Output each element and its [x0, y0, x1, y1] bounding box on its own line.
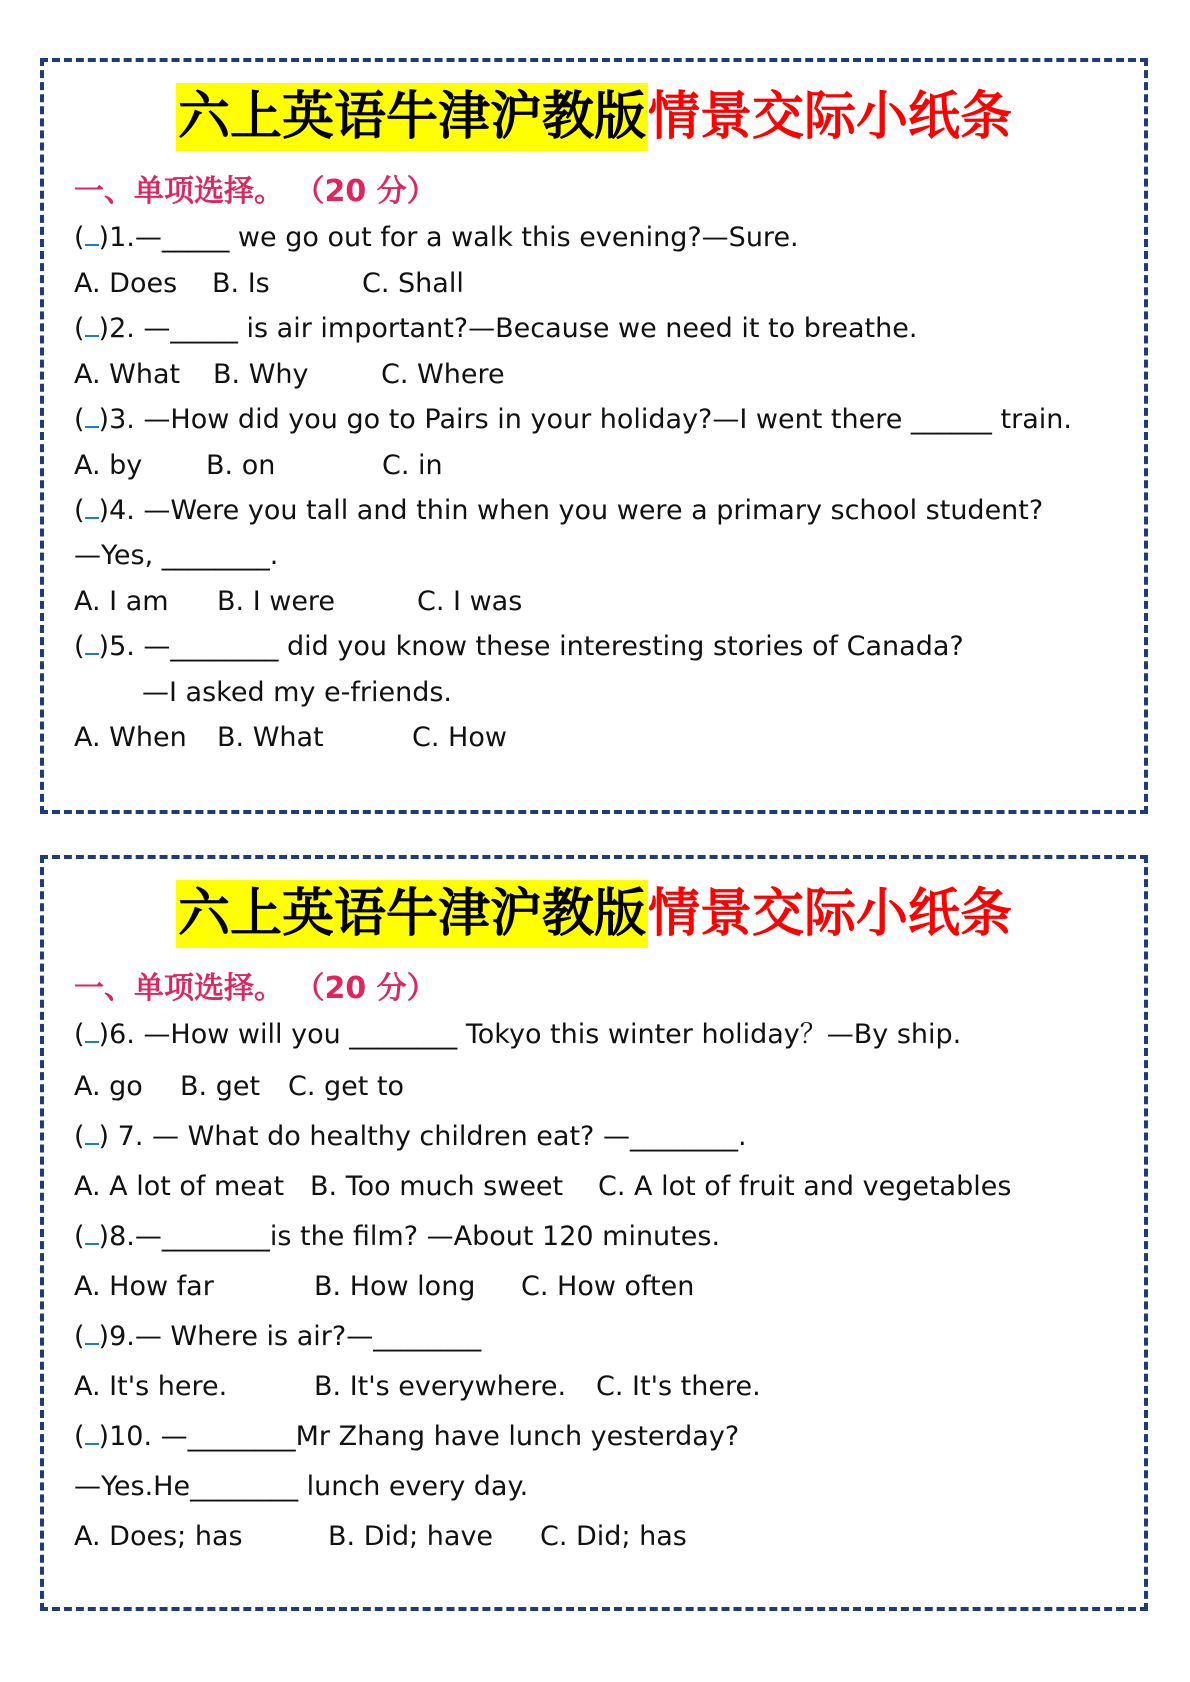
option-c: C. A lot of fruit and vegetables	[598, 1171, 1012, 1202]
option-a: A. How far	[74, 1271, 214, 1302]
question-5-answer-line: —I asked my e-friends.	[142, 677, 452, 708]
option-a: A. What	[74, 359, 181, 390]
question-5	[74, 631, 964, 663]
options-2	[74, 359, 505, 391]
title-highlighted: 六上英语牛津沪教版	[176, 880, 648, 948]
option-b: B. It's everywhere.	[314, 1371, 567, 1402]
option-b: B. Is	[212, 268, 270, 299]
option-c: C. Shall	[362, 268, 464, 299]
option-a: A. by	[74, 450, 143, 481]
question-8	[74, 1221, 720, 1253]
question-text: 4. —Were you tall and thin when you were a primary school student?	[109, 495, 1044, 526]
question-10	[74, 1421, 739, 1453]
answer-paren[interactable]: ( )	[74, 1121, 110, 1152]
worksheet-card-1	[40, 58, 1148, 814]
title-red: 情景交际小纸条	[648, 884, 1013, 944]
answer-paren[interactable]: ( )	[74, 1421, 110, 1452]
answer-paren[interactable]: ( )	[74, 1019, 110, 1050]
option-a: A. go	[74, 1071, 143, 1102]
question-text: 8.—________is the film? —About 120 minutes.	[109, 1221, 721, 1252]
question-text: 5. —________ did you know these interesting stories of Canada?	[109, 631, 964, 662]
question-text: 6. —How will you ________ Tokyo this winter holiday？—By ship.	[109, 1019, 962, 1050]
option-a: A. A lot of meat	[74, 1171, 285, 1202]
question-2	[74, 313, 917, 345]
option-c: C. I was	[417, 586, 523, 617]
answer-paren[interactable]: ( )	[74, 313, 110, 344]
option-a: A. It's here.	[74, 1371, 228, 1402]
question-text: 7. — What do healthy children eat? —________.	[109, 1121, 747, 1152]
answer-paren[interactable]: ( )	[74, 1221, 110, 1252]
option-b: B. How long	[314, 1271, 476, 1302]
options-9	[74, 1371, 761, 1403]
question-3	[74, 404, 1072, 436]
options-10	[74, 1521, 687, 1553]
question-7	[74, 1121, 747, 1153]
option-a: A. When	[74, 722, 187, 753]
question-4	[74, 495, 1043, 527]
question-6	[74, 1019, 961, 1051]
card-title	[44, 881, 1144, 949]
options-3	[74, 450, 443, 482]
answer-paren[interactable]: ( )	[74, 404, 110, 435]
option-b: B. I were	[217, 586, 336, 617]
options-8	[74, 1271, 694, 1303]
question-text: 9.— Where is air?—________	[109, 1321, 482, 1352]
answer-paren[interactable]: ( )	[74, 631, 110, 662]
option-c: C. in	[382, 450, 443, 481]
title-red: 情景交际小纸条	[648, 87, 1013, 147]
option-c: C. get to	[288, 1071, 405, 1102]
option-c: C. Did; has	[540, 1521, 687, 1552]
option-b: B. Too much sweet	[310, 1171, 564, 1202]
worksheet-card-2	[40, 855, 1148, 1611]
option-c: C. It's there.	[596, 1371, 761, 1402]
answer-paren[interactable]: ( )	[74, 495, 110, 526]
options-7	[74, 1171, 1011, 1203]
option-a: A. Does	[74, 268, 178, 299]
option-c: C. Where	[381, 359, 505, 390]
options-5	[74, 722, 507, 754]
question-4-answer-line: —Yes, ________.	[74, 540, 279, 571]
question-text: 1.—_____ we go out for a walk this evening?—Sure.	[109, 222, 799, 253]
question-text: 3. —How did you go to Pairs in your holiday?—I went there ______ train.	[109, 404, 1072, 435]
options-1	[74, 268, 464, 300]
option-b: B. get	[180, 1071, 261, 1102]
option-c: C. How often	[521, 1271, 695, 1302]
option-b: B. on	[206, 450, 276, 481]
option-a: A. Does; has	[74, 1521, 243, 1552]
question-text: 10. —________Mr Zhang have lunch yesterday?	[109, 1421, 740, 1452]
card-title	[44, 84, 1144, 152]
option-a: A. I am	[74, 586, 169, 617]
question-10-answer-line: —Yes.He________ lunch every day.	[74, 1471, 529, 1502]
question-1	[74, 222, 799, 254]
section-heading: 一、单项选择。 （20 分）	[74, 174, 437, 209]
options-4	[74, 586, 522, 618]
option-b: B. Did; have	[328, 1521, 494, 1552]
section-heading: 一、单项选择。 （20 分）	[74, 971, 437, 1006]
answer-paren[interactable]: ( )	[74, 1321, 110, 1352]
option-c: C. How	[412, 722, 507, 753]
option-b: B. What	[217, 722, 324, 753]
question-9	[74, 1321, 481, 1353]
title-highlighted: 六上英语牛津沪教版	[176, 83, 648, 151]
option-b: B. Why	[213, 359, 309, 390]
question-text: 2. —_____ is air important?—Because we need it to breathe.	[109, 313, 918, 344]
options-6	[74, 1071, 404, 1103]
answer-paren[interactable]: ( )	[74, 222, 110, 253]
